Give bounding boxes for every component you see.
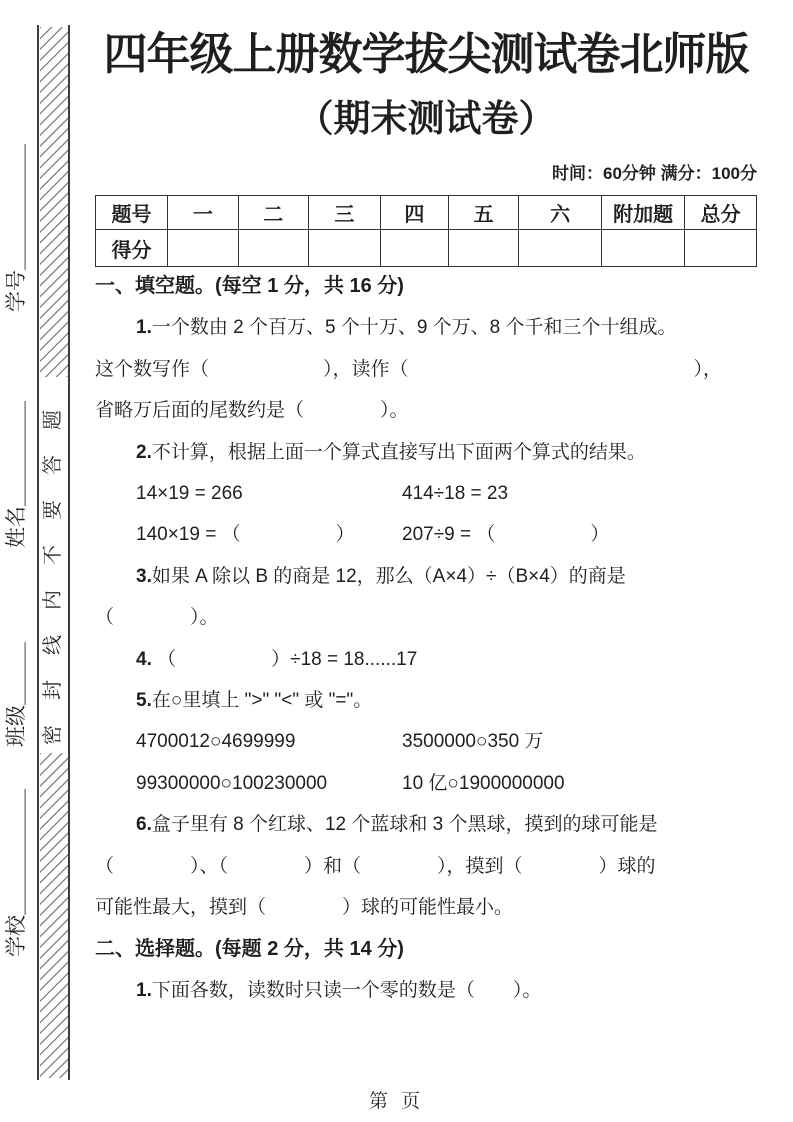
score-table — [95, 195, 757, 267]
score-cell — [380, 230, 448, 267]
question-number: 5. — [136, 690, 152, 712]
student-name-field: 姓名＿＿＿＿＿ — [5, 401, 28, 548]
content-line-cols — [95, 514, 770, 555]
score-table-header-row — [96, 196, 757, 230]
question-number: 1. — [136, 317, 152, 339]
col-total: 总分 — [684, 196, 756, 230]
expression-left: 14×19 = 266 — [136, 483, 243, 505]
question-number: 2. — [136, 441, 152, 463]
page-footer: 第 页 — [368, 1091, 425, 1112]
col-5: 五 — [448, 196, 518, 230]
question-number: 3. — [136, 565, 152, 587]
expression-left: 4700012○4699999 — [136, 731, 296, 753]
page-subtitle: （期末测试卷） — [296, 98, 556, 139]
expression-right: 414÷18 = 23 — [402, 483, 509, 505]
score-row-label: 得分 — [96, 230, 168, 267]
seal-line-right — [68, 25, 70, 1080]
expression-right: 207÷9 = （ ） — [402, 524, 610, 546]
score-cell — [684, 230, 756, 267]
score-cell — [308, 230, 380, 267]
content-line-heading: 一、填空题。(每空 1 分，共 16 分) — [95, 275, 404, 297]
content-line-q: 1.一个数由 2 个百万、5 个十万、9 个万、8 个千和三个十组成。 — [136, 317, 677, 339]
seal-hatch-bottom — [40, 753, 68, 1078]
content-line-cont: （ ）、（ ）和（ ），摸到（ ）球的 — [95, 855, 656, 877]
content-line-cont: （ ）。 — [95, 607, 219, 629]
score-cell — [448, 230, 518, 267]
page-title: 四年级上册数学拔尖测试卷北师版 — [103, 30, 749, 79]
col-2: 二 — [238, 196, 308, 230]
seal-hatch-top — [40, 27, 68, 377]
col-extra: 附加题 — [602, 196, 685, 230]
school-field: 学校＿＿＿＿＿＿ — [5, 789, 28, 957]
expression-right: 10 亿○1900000000 — [402, 772, 565, 794]
seal-line-left — [37, 25, 39, 1080]
class-field: 班级＿＿＿ — [5, 642, 28, 747]
col-1: 一 — [168, 196, 239, 230]
col-3: 三 — [308, 196, 380, 230]
expression-left: 140×19 = （ ） — [136, 524, 355, 546]
expression-right: 3500000○350 万 — [402, 731, 544, 753]
score-cell — [168, 230, 239, 267]
question-number: 6. — [136, 814, 152, 836]
col-6: 六 — [519, 196, 602, 230]
content-line-q: 6.盒子里有 8 个红球、12 个蓝球和 3 个黑球，摸到的球可能是 — [136, 814, 658, 836]
content-line-cols — [95, 473, 770, 514]
content-lines — [95, 266, 770, 1011]
seal-band-text: 密封线内不要答题 — [42, 385, 64, 745]
col-4: 四 — [380, 196, 448, 230]
question-number: 1. — [136, 979, 152, 1001]
time-score-info: 时间：60分钟 满分：100分 — [552, 164, 757, 183]
content-line-q: 1.下面各数，读数时只读一个零的数是（ ）。 — [136, 979, 542, 1001]
content-line-heading: 二、选择题。(每题 2 分，共 14 分) — [95, 937, 404, 960]
content-line-cont: 省略万后面的尾数约是（ ）。 — [95, 400, 409, 422]
col-question-no: 题号 — [96, 196, 168, 230]
content-line-q: 4. （ ）÷18 = 18......17 — [136, 648, 418, 670]
content-line-q: 3.如果 A 除以 B 的商是 12，那么（A×4）÷（B×4）的商是 — [136, 565, 626, 587]
content-line-cols — [95, 721, 770, 762]
score-cell — [519, 230, 602, 267]
content-line-q: 2.不计算，根据上面一个算式直接写出下面两个算式的结果。 — [136, 441, 646, 463]
score-row — [96, 230, 757, 267]
content-line-cont: 这个数写作（ ），读作（ ）， — [95, 358, 723, 380]
content-line-cols — [95, 763, 770, 804]
question-number: 4. — [136, 648, 152, 670]
score-cell — [602, 230, 685, 267]
content-line-cont: 可能性最大，摸到（ ）球的可能性最小。 — [95, 897, 514, 919]
score-cell — [238, 230, 308, 267]
student-number-field: 学号＿＿＿＿＿＿ — [5, 144, 28, 312]
expression-left: 99300000○100230000 — [136, 772, 328, 794]
content-line-q: 5.在○里填上 ">" "<" 或 "="。 — [136, 690, 373, 712]
